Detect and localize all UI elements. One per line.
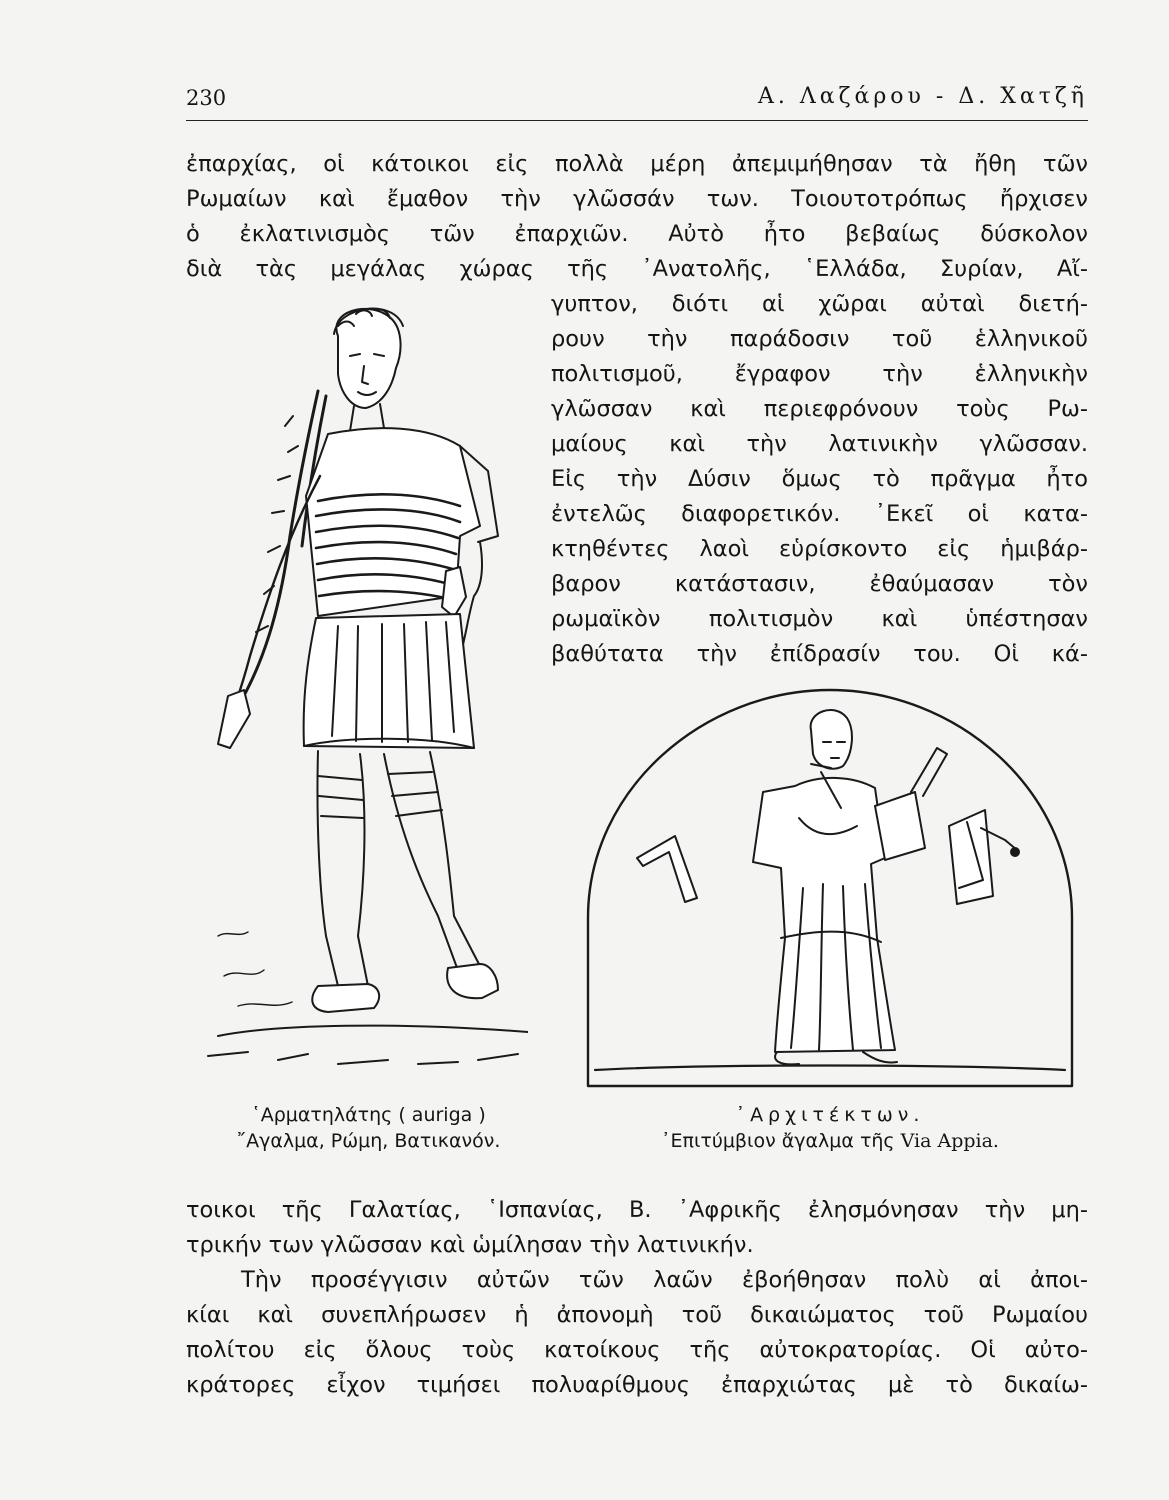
charioteer-illustration bbox=[198, 296, 528, 1086]
text-line: γυπτον, διότι αἱ χῶραι αὐταὶ διετή- bbox=[551, 291, 1088, 317]
text-line: κράτορες εἶχον τιμήσει πολυαρίθμους ἐπαρχιώτας μὲ τὸ δικαίω- bbox=[186, 1372, 1088, 1398]
text-line: τοικοι τῆς Γαλατίας, ῾Ισπανίας, Β. ᾽Αφρικῆς ἐλησμόνησαν τὴν μη- bbox=[186, 1197, 1088, 1223]
figure-caption-charioteer bbox=[186, 1102, 551, 1154]
text-line: ἐντελῶς διαφορετικόν. ᾽Εκεῖ οἱ κατα- bbox=[551, 501, 1088, 527]
caption-source-greek: ᾽Επιτύμβιον ἄγαλμα τῆς bbox=[661, 1130, 895, 1152]
text-line: γλῶσσαν καὶ περιεφρόνουν τοὺς Ρω- bbox=[551, 396, 1088, 422]
text-line: ρουν τὴν παράδοσιν τοῦ ἑλληνικοῦ bbox=[551, 326, 1088, 352]
text-line: πολιτισμοῦ, ἔγραφον τὴν ἑλληνικὴν bbox=[551, 361, 1088, 387]
text-line: ὁ ἐκλατινισμὸς τῶν ἐπαρχιῶν. Αὐτὸ ἦτο βεβαίως δύσκολον bbox=[186, 221, 1088, 247]
caption-source-latin: Via Appia. bbox=[900, 1130, 999, 1152]
text-line: ρωμαϊκὸν πολιτισμὸν καὶ ὑπέστησαν bbox=[551, 606, 1088, 632]
text-line: βαρον κατάστασιν, ἐθαύμασαν τὸν bbox=[551, 571, 1088, 597]
text-line: βαθύτατα τὴν ἐπίδρασίν του. Οἱ κά- bbox=[551, 641, 1088, 667]
text-line: κίαι καὶ συνεπλήρωσεν ἡ ἀπονομὴ τοῦ δικαιώματος τοῦ Ρωμαίου bbox=[186, 1302, 1088, 1328]
architect-relief-illustration bbox=[585, 688, 1075, 1088]
page-number: 230 bbox=[186, 86, 227, 110]
caption-source: ῎Αγαλμα, Ρώμη, Βατικανόν. bbox=[236, 1130, 501, 1152]
text-line: τρικήν των γλῶσσαν καὶ ὡμίλησαν τὴν λατινικήν. bbox=[186, 1232, 754, 1258]
figure-caption-architect bbox=[570, 1102, 1090, 1154]
text-line: Εἰς τὴν Δύσιν ὅμως τὸ πρᾶγμα ἦτο bbox=[551, 466, 1088, 492]
caption-title: ῾Αρματηλάτης ( auriga ) bbox=[251, 1104, 486, 1126]
running-head: Α. Λαζάρου - Δ. Χατζῆ bbox=[757, 84, 1088, 109]
text-line: μαίους καὶ τὴν λατινικὴν γλῶσσαν. bbox=[551, 431, 1088, 457]
caption-title: ᾽Αρχιτέκτων. bbox=[735, 1104, 925, 1126]
text-line: Ρωμαίων καὶ ἔμαθον τὴν γλῶσσάν των. Τοιουτοτρόπως ἤρχισεν bbox=[186, 186, 1088, 212]
text-line: διὰ τὰς μεγάλας χώρας τῆς ᾽Ανατολῆς, ῾Ελλάδα, Συρίαν, Αἴ- bbox=[186, 256, 1088, 282]
caption-source bbox=[570, 1128, 1090, 1154]
page-header bbox=[186, 78, 1088, 122]
text-line: πολίτου εἰς ὅλους τοὺς κατοίκους τῆς αὐτοκρατορίας. Οἱ αὐτο- bbox=[186, 1337, 1088, 1363]
text-line: κτηθέντες λαοὶ εὑρίσκοντο εἰς ἡμιβάρ- bbox=[551, 536, 1088, 562]
header-rule bbox=[186, 120, 1088, 121]
text-line: Τὴν προσέγγισιν αὐτῶν τῶν λαῶν ἐβοήθησαν πολὺ αἱ ἀποι- bbox=[241, 1267, 1088, 1293]
text-line: ἐπαρχίας, οἱ κάτοικοι εἰς πολλὰ μέρη ἀπεμιμήθησαν τὰ ἤθη τῶν bbox=[186, 151, 1088, 177]
